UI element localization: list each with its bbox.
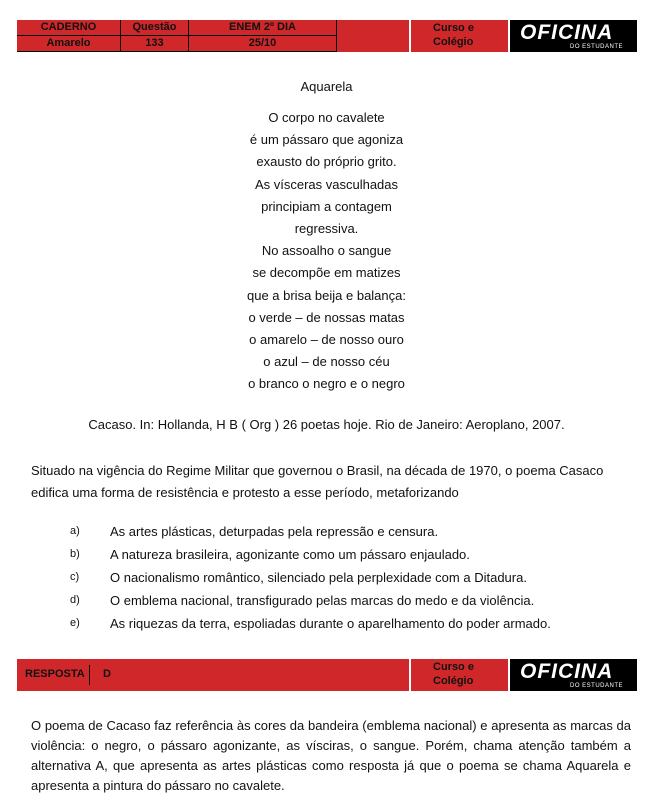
caderno-value: Amarelo	[17, 36, 121, 52]
questao-value: 133	[121, 36, 189, 52]
answer-explanation: O poema de Cacaso faz referência às cores da bandeira (emblema nacional) e apresenta as marcas da violência: o negro, o pássaro agonizante, as vísciras, o sangue. Porém, chama atenção também a alternativa A, que apresenta as artes plásticas como resposta já que o poema se chama Aquarela e apresenta a pintura do pássaro no cavalete.	[31, 718, 631, 793]
logo-subtitle: DO ESTUDANTE	[569, 44, 623, 50]
curso-line1: Curso e	[433, 661, 474, 673]
response-panel	[17, 659, 409, 691]
poem-line: o verde – de nossas matas	[248, 309, 405, 325]
curso-line1: Curso e	[433, 22, 474, 34]
poem-line: No assoalho o sangue	[261, 243, 392, 259]
header-value-row	[17, 36, 337, 52]
option-c	[70, 569, 630, 592]
option-e	[70, 615, 630, 638]
curso-colegio-label	[411, 20, 508, 52]
option-text: O nacionalismo romântico, silenciado pela perplexidade com a Ditadura.	[110, 570, 527, 585]
poem-line: se decompõe em matizes	[252, 265, 401, 281]
poem-line: regressiva.	[294, 221, 359, 237]
header-bar	[17, 20, 637, 52]
option-a	[70, 523, 630, 546]
questao-label: Questão	[121, 20, 189, 36]
response-label: RESPOSTA	[25, 668, 85, 680]
curso-line2: Colégio	[433, 36, 474, 48]
logo-subtitle: DO ESTUDANTE	[569, 683, 623, 689]
option-letter: e)	[70, 617, 80, 629]
poem-line: que a brisa beija e balança:	[246, 287, 406, 303]
option-text: A natureza brasileira, agonizante como um pássaro enjaulado.	[110, 547, 470, 562]
option-text: O emblema nacional, transfigurado pelas marcas do medo e da violência.	[110, 593, 535, 608]
option-letter: d)	[70, 594, 80, 606]
poem-line: é um pássaro que agoniza	[249, 132, 404, 148]
oficina-logo	[510, 20, 637, 52]
option-text: As riquezas da terra, espoliadas durante o aparelhamento do poder armado.	[110, 616, 551, 631]
exam-date: 25/10	[189, 36, 337, 52]
option-letter: b)	[70, 548, 80, 560]
poem-line: o amarelo – de nosso ouro	[249, 332, 404, 348]
option-text: As artes plásticas, deturpadas pela repressão e censura.	[110, 524, 439, 539]
caderno-label: CADERNO	[17, 20, 121, 36]
option-d	[70, 592, 630, 615]
option-letter: c)	[70, 571, 80, 583]
curso-colegio-label	[411, 659, 508, 691]
logo-text: OFICINA	[520, 21, 614, 44]
poem-line: exausto do próprio grito.	[256, 154, 397, 170]
poem-title: Aquarela	[300, 79, 353, 94]
oficina-logo	[510, 659, 637, 691]
question-text: Situado na vigência do Regime Militar que governou o Brasil, na década de 1970, o poema Casaco edifica uma forma de resistência e protesto a esse período, metaforizando	[31, 463, 604, 500]
response-bar	[17, 659, 637, 691]
poem-line: o branco o negro e o negro	[248, 376, 405, 392]
curso-line2: Colégio	[433, 675, 474, 687]
poem-line: O corpo no cavalete	[268, 110, 385, 125]
header-label-row	[17, 20, 337, 36]
poem-body	[0, 107, 653, 396]
option-letter: a)	[70, 525, 80, 537]
poem-citation: Cacaso. In: Hollanda, H B ( Org ) 26 poetas hoje. Rio de Janeiro: Aeroplano, 2007.	[88, 417, 565, 432]
poem-line: o azul – de nosso céu	[263, 354, 390, 370]
logo-text: OFICINA	[520, 660, 614, 683]
poem-line: principiam a contagem	[261, 198, 392, 214]
exam-label: ENEM 2º DIA	[189, 20, 337, 36]
option-b	[70, 546, 630, 569]
header-info-panel	[17, 20, 409, 52]
poem-line: As vísceras vasculhadas	[254, 176, 399, 192]
answer-options	[70, 523, 630, 638]
response-value: D	[103, 668, 111, 680]
response-divider	[89, 665, 90, 685]
